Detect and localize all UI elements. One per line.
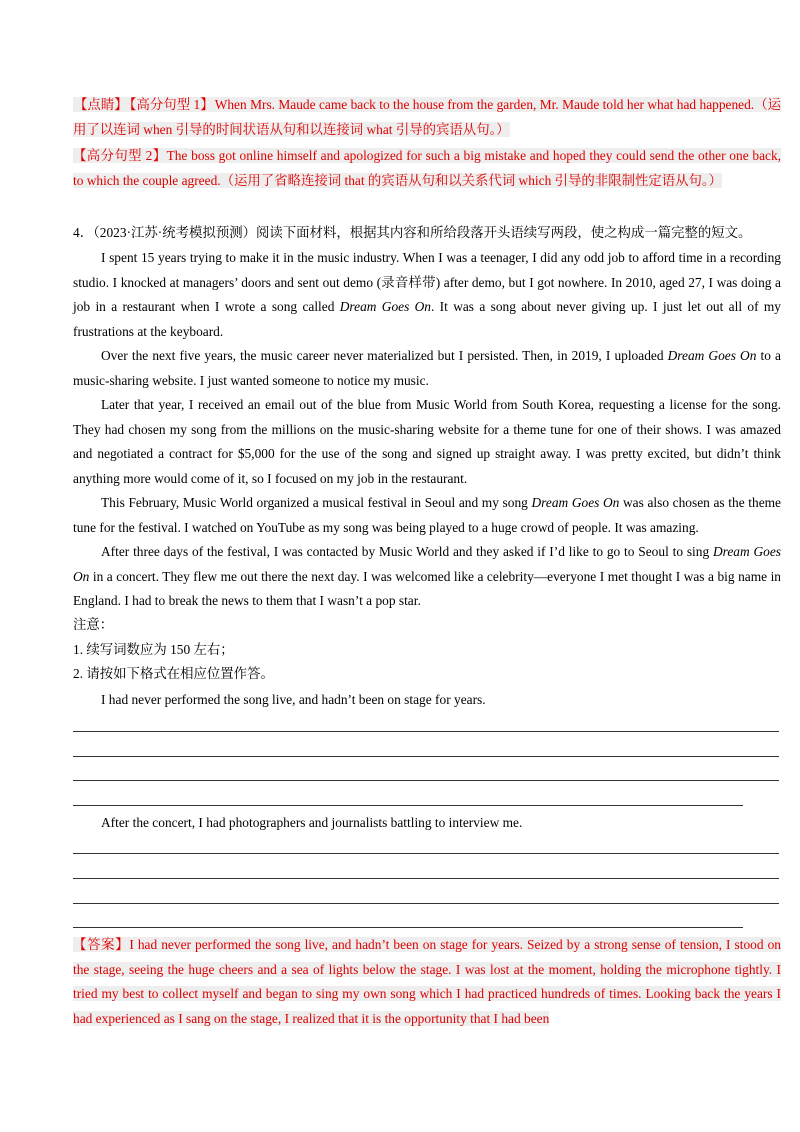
notes-item-1: 1. 续写词数应为 150 左右；: [73, 641, 234, 657]
type2-sentence: The boss got online himself and apologized for such a big mistake and hoped they could send the other one back, to which the couple agreed.: [73, 148, 782, 188]
passage-paragraph-4: This February, Music World organized a musical festival in Seoul and my song Dream Goes On was also chosen as the theme tune for the festival. I watched on YouTube as my song was being played to a huge crowd of people. It was amazing.: [73, 495, 781, 535]
answer-section: [73, 933, 781, 1031]
answer-line[interactable]: [73, 903, 779, 904]
answer-line[interactable]: [73, 853, 779, 854]
notes-item-2: 2. 请按如下格式在相应位置作答。: [73, 666, 274, 681]
passage-paragraph-1: I spent 15 years trying to make it in the music industry. When I was a teenager, I did any odd job to afford time in a recording studio. I knocked at managers’ doors and sent out demo (录音样带) after demo, but I got nowhere. In 2010, aged 27, I was doing a job in a restaurant when I wrote a song called Dream Goes On. It was a song about never giving up. I just let out all of my frustrations at the keyboard.: [73, 250, 781, 339]
answer-line[interactable]: [73, 805, 743, 806]
answer-tag: 【答案】: [73, 937, 130, 952]
para-start-1: I had never performed the song live, and hadn’t been on stage for years.: [101, 692, 486, 707]
notes: [73, 613, 781, 687]
question-instruction: 阅读下面材料，根据其内容和所给段落开头语续写两段，使之构成一篇完整的短文。: [256, 225, 752, 240]
answer-line[interactable]: [73, 756, 779, 757]
answer-line[interactable]: [73, 780, 779, 781]
song-title: Dream Goes On: [73, 544, 781, 584]
dianjing-section: [73, 93, 781, 193]
song-title: Dream Goes On: [531, 495, 620, 510]
answer-line[interactable]: [73, 731, 779, 732]
answer-text: I had never performed the song live, and hadn’t been on stage for years. Seized by a strong sense of tension, I stood on the stage, seeing the huge cheers and a sea of lights below the stage. I was lost at the moment, holding the microphone tightly. I tried my best to collect myself and began to sing my own song which I had practiced hundreds of times. Looking back the years I had experienced as I sang on the stage, I realized that it is the opportunity that I had been: [73, 937, 782, 1026]
question-source: （2023·江苏·统考模拟预测）: [93, 225, 256, 240]
question-number: 4．: [73, 225, 94, 240]
passage: [73, 246, 781, 614]
passage-paragraph-3: Later that year, I received an email out of the blue from Music World from South Korea, requesting a license for the song. They had chosen my song from the millions on the music-sharing website for a theme tune for one of their shows. I was amazed and negotiated a contract for $5,000 for the use of the song and signed up straight away. I was pretty excited, but didn’t think anything more would come of it, so I focused on my job in the restaurant.: [73, 397, 781, 486]
answer-line[interactable]: [73, 878, 779, 879]
question-header: [73, 221, 793, 246]
song-title: Dream Goes On: [339, 299, 431, 314]
type1-sentence: When Mrs. Maude came back to the house from the garden, Mr. Maude told her what had happened.: [214, 97, 755, 112]
dianjing-tag: 【点睛】: [74, 97, 128, 112]
answer-line[interactable]: [73, 927, 743, 928]
type2-note: （运用了省略连接词 that 的宾语从句和以关系代词 which 引导的非限制性定语从句。）: [220, 172, 723, 188]
type1-note: （运用了以连词 when 引导的时间状语从句和以连接词 what 引导的宾语从句。）: [73, 97, 782, 137]
type2-tag: 【高分句型 2】: [73, 148, 167, 163]
para-start-2: After the concert, I had photographers and journalists battling to interview me.: [101, 815, 523, 830]
type1-tag: 【高分句型 1】: [129, 97, 214, 112]
passage-paragraph-5: After three days of the festival, I was contacted by Music World and they asked if I’d like to go to Seoul to sing Dream Goes On in a concert. They flew me out there the next day. I was welcomed like a celebrity—everyone I met thought I was a big name in England. I had to break the news to them that I wasn’t a pop star.: [73, 544, 781, 608]
passage-paragraph-2: Over the next five years, the music career never materialized but I persisted. Then, in 2019, I uploaded Dream Goes On to a music-sharing website. I just wanted someone to notice my music.: [73, 348, 782, 388]
song-title: Dream Goes On: [667, 348, 757, 363]
notes-title: 注意：: [73, 617, 114, 632]
